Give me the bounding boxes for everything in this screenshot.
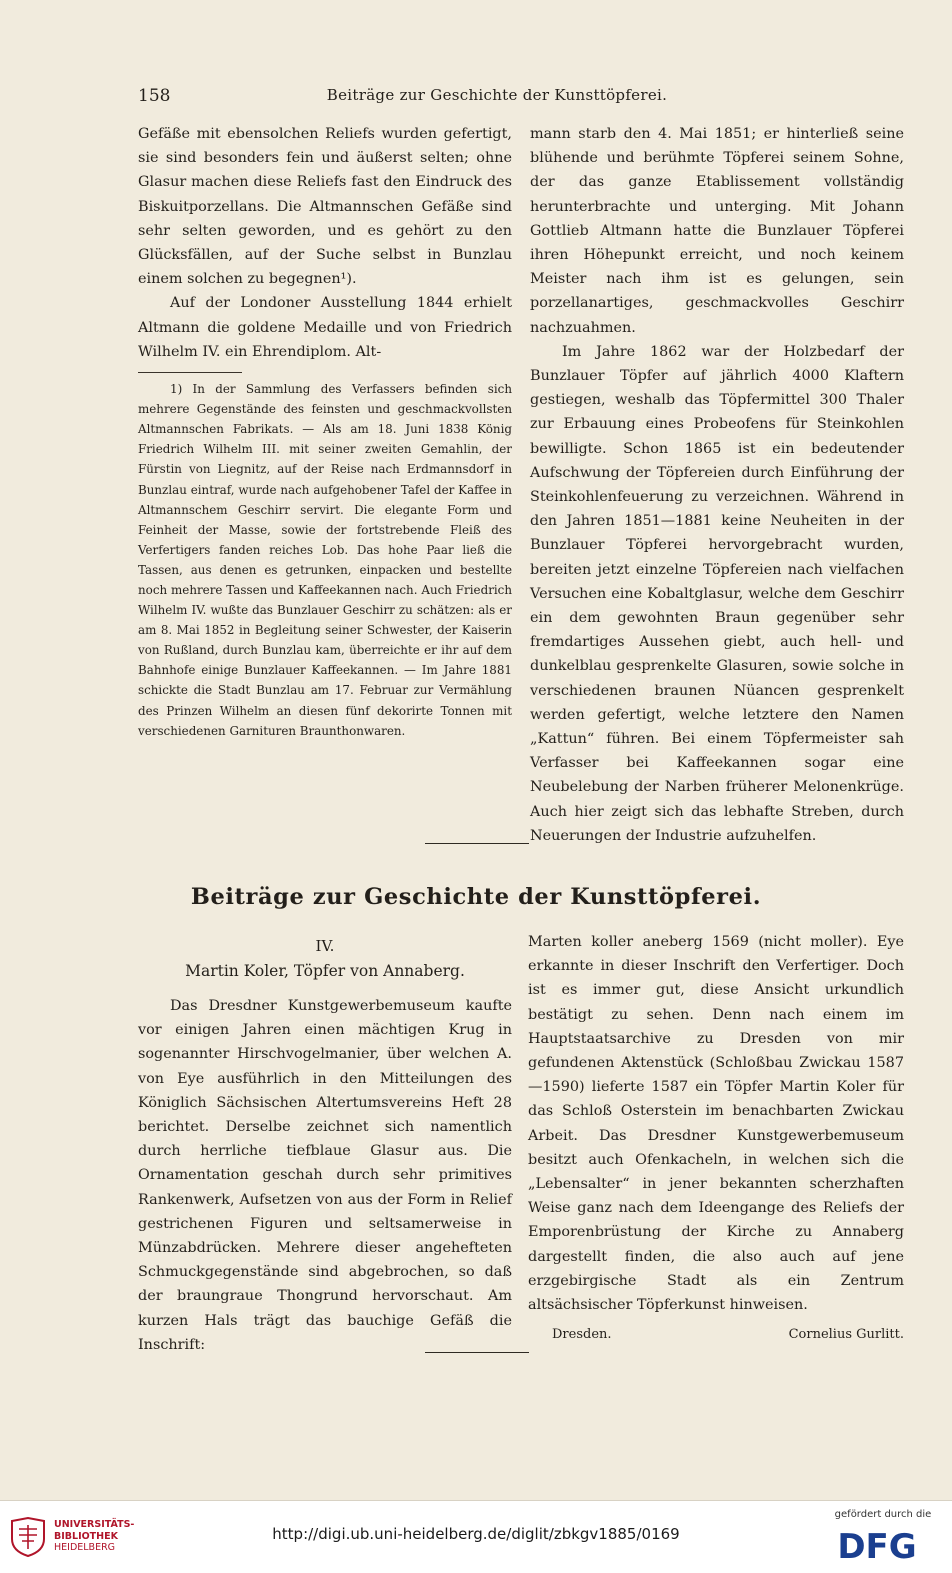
dfg-logo-icon [824, 1525, 930, 1565]
running-header [138, 86, 856, 108]
signature-line [528, 1323, 904, 1347]
left-column-top [138, 122, 512, 741]
article-title: Beiträge zur Geschichte der Kunsttöpferei. [190, 884, 762, 910]
digitization-footer [0, 1500, 952, 1573]
signature-city: Dresden. [552, 1327, 612, 1343]
paragraph: Auf der Londoner Ausstellung 1844 erhielt Altmann die goldene Medaille und von Friedrich Wilhelm IV. ein Ehrendiplom. Alt- [138, 295, 512, 360]
paragraph: Marten koller aneberg 1569 (nicht moller). Eye erkannte in dieser Inschrift den Verfertiger. Doch ist es immer gut, diese Ansicht urkundlich bestätigt zu sehen. Denn nach einem im Hauptstaatsarchive zu Dresden von mir gefundenen Aktenstück (Schloßbau Zwickau 1587—1590) lieferte 1587 ein Töpfer Martin Koler für das Schloß Osterstein im benachbarten Zwickau Arbeit. Das Dresdner Kunstgewerbemuseum besitzt auch Ofenkacheln, in welchen sich die „Lebensalter“ in jener bekannten scherzhaften Weise ganz nach dem Ideengange des Reliefs der Emporenbrüstung der Kirche zu Annaberg dargestellt finden, die also auch auf jene erzgebirgische Stadt als ein Zentrum altsächsischer Töpferkunst hinweisen. [528, 934, 904, 1314]
paragraph: Gefäße mit ebensolchen Reliefs wurden gefertigt, sie sind besonders fein und äußerst selten; ohne Glasur machen diese Reliefs fast den Eindruck des Biskuitporzellans. Die Altmannschen Gefäße sind sehr selten geworden, und es gehört zu den Glücksfällen, auf der Suche selbst in Bunzlau einem solchen zu begegnen¹). [138, 126, 512, 288]
paragraph: Im Jahre 1862 war der Holzbedarf der Bunzlauer Töpfer auf jährlich 4000 Klaftern gestiegen, weshalb das Töpfermittel 300 Thaler zur Erbauung eines Probeofens für Steinkohlen bewilligte. Schon 1865 ist ein bedeutender Aufschwung der Töpfereien durch Einführung der Steinkohlenfeuerung zu verzeichnen. Während in den Jahren 1851—1881 keine Neuheiten in der Bunzlauer Töpferei hervorgebracht wurden, bereiten jetzt einzelne Töpfereien nach vielfachen Versuchen eine Kobaltglasur, welche dem Geschirr ein dem gewohnten Braun gegenüber sehr fremdartiges Aussehen giebt, auch hell- und dunkelblau gesprenkelte Glasuren, sowie solche in verschiedenen braunen Nüancen gesprenkelt werden gefertigt, welche letztere den Namen „Kattun“ führen. Bei einem Töpfermeister sah Verfasser bei Kaffeekannen sogar eine Neubelebung der Narben früherer Melonenkrüge. Auch hier zeigt sich das lebhafte Streben, durch Neuerungen der Industrie aufzuhelfen. [530, 343, 904, 844]
section-divider [425, 843, 529, 844]
page-number: 158 [138, 86, 171, 106]
article-subtitle: Martin Koler, Töpfer von Annaberg. [185, 962, 465, 980]
permalink-url[interactable]: http://digi.ub.uni-heidelberg.de/diglit/zbkgv1885/0169 [272, 1525, 680, 1543]
library-line: BIBLIOTHEK [54, 1530, 118, 1542]
signature-author: Cornelius Gurlitt. [788, 1327, 904, 1343]
article-left-column [138, 934, 512, 1357]
right-column-top [530, 122, 904, 848]
paragraph: mann starb den 4. Mai 1851; er hinterließ seine blühende und berühmte Töpferei seinem Sohne, der das ganze Etablissement vollständig herunterbrachte und unterging. Mit Johann Gottlieb Altmann hatte die Bunzlauer Töpferei ihren Höhepunkt erreicht, und noch keinem Meister nach ihm ist es gelungen, sein porzellanartiges, geschmackvolles Geschirr nachzuahmen. [530, 126, 904, 336]
paragraph: Das Dresdner Kunstgewerbemuseum kaufte vor einigen Jahren einen mächtigen Krug in sogenannter Hirschvogelmanier, über welchen A. von Eye ausführlich in den Mitteilungen des Königlich Sächsischen Altertumsvereins Heft 28 berichtet. Derselbe zeichnet sich namentlich durch herrliche tiefblaue Glasur aus. Die Ornamentation geschah durch sehr primitives Rankenwerk, Aufsetzen von aus der Form in Relief gestrichenen Figuren und seltsamerweise in Münzabdrücken. Mehrere dieser angehefteten Schmuckgegenstände sind abgebrochen, so daß der braungraue Thongrund hervorschaut. Am kurzen Hals trägt das bauchige Gefäß die Inschrift: [138, 998, 512, 1353]
footnote-rule [138, 372, 242, 373]
dfg-logo-text: DFG [837, 1527, 917, 1565]
article-right-column [528, 930, 904, 1347]
running-title: Beiträge zur Geschichte der Kunsttöpferei. [326, 86, 668, 104]
footnote: 1) In der Sammlung des Verfassers befinden sich mehrere Gegenstände des feinsten und geschmackvollsten Altmannschen Fabrikats. — Als am 18. Juni 1838 König Friedrich Wilhelm III. mit seiner zweiten Gemahlin, der Fürstin von Liegnitz, auf der Reise nach Erdmannsdorf in Bunzlau eintraf, wurde nach aufgehobener Tafel der Kaffee in Altmannschem Geschirr servirt. Die elegante Form und Feinheit der Masse, sowie der fortstrebende Fleiß des Verfertigers fanden reiches Lob. Das hohe Paar ließ die Tassen, aus denen es getrunken, einpacken und bestellte noch mehrere Tassen und Kaffeekannen nach. Auch Friedrich Wilhelm IV. wußte das Bunzlauer Geschirr zu schätzen: als er am 8. Mai 1852 in Begleitung seiner Schwester, der Kaiserin von Rußland, durch Bunzlau kam, überreichte er ihr auf dem Bahnhofe einige Bunzlauer Kaffeekannen. — Im Jahre 1881 schickte die Stadt Bunzlau am 17. Februar zur Vermählung des Prinzen Wilhelm an diesen fünf dekorirte Tonnen mit verschiedenen Garnituren Braunthonwaren. [138, 382, 512, 738]
library-line: HEIDELBERG [54, 1542, 116, 1553]
funded-by-label: gefördert durch die [834, 1509, 932, 1520]
end-divider [425, 1352, 529, 1353]
library-line: UNIVERSITÄTS- [54, 1519, 135, 1530]
section-number: IV. [315, 937, 335, 955]
